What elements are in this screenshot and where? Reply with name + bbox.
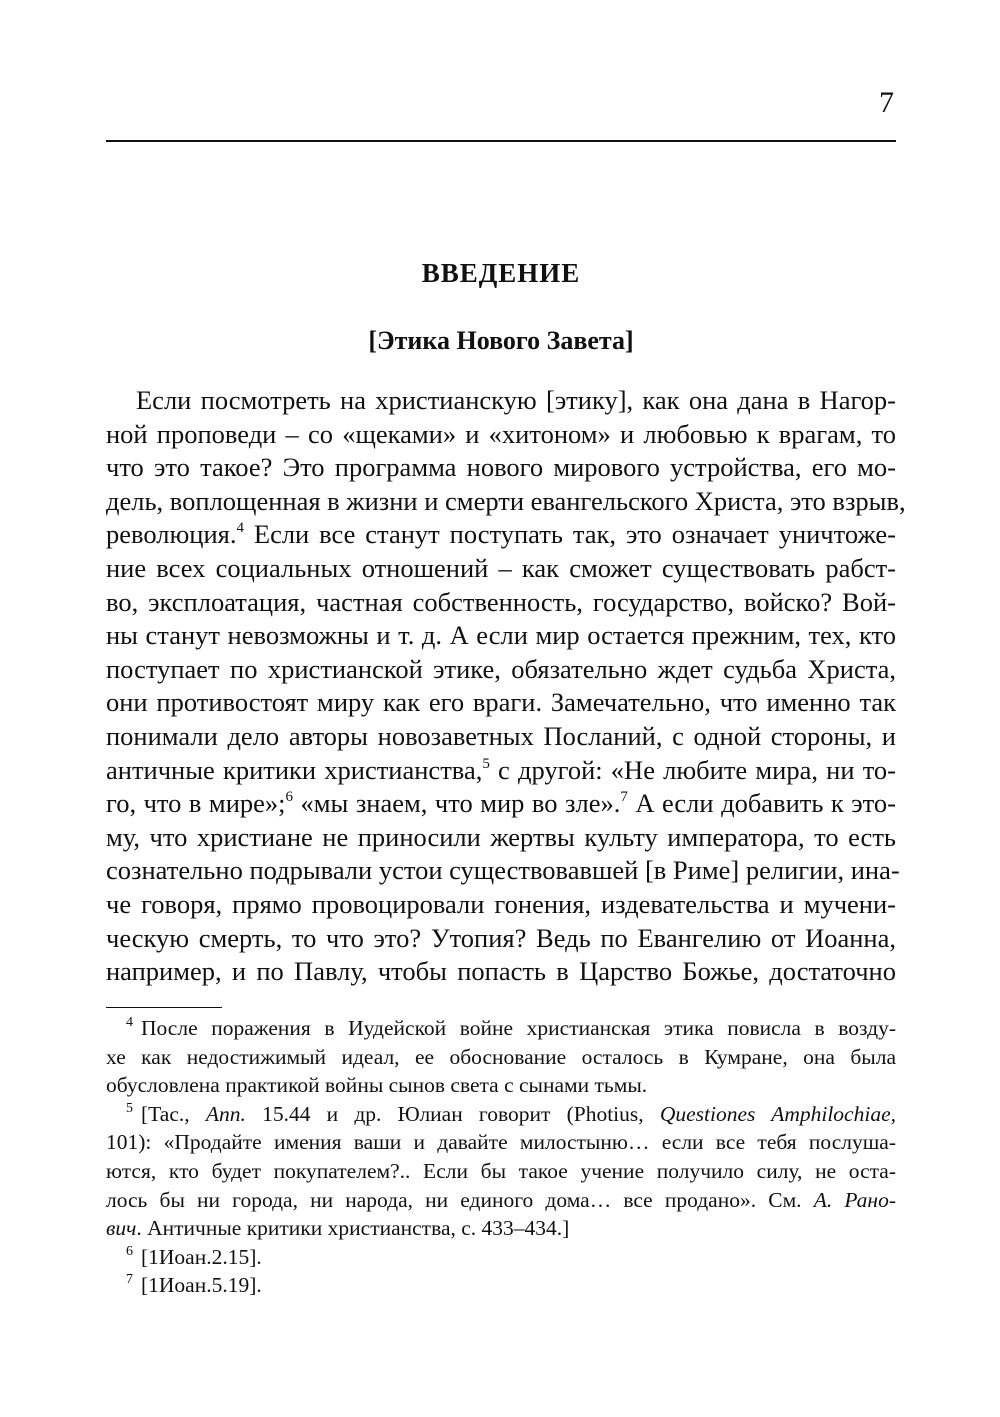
- header-rule: [106, 140, 896, 142]
- text-fragment: го, что в мире»;: [106, 788, 286, 819]
- footnote-4-line: обусловлена практикой войны сынов света с сынами тьмы.: [106, 1073, 648, 1098]
- italic-fragment: Ann.: [205, 1101, 246, 1126]
- footnote-ref-7[interactable]: 7: [620, 789, 628, 806]
- footnote-6-line: [106, 1243, 896, 1272]
- text-line: [106, 787, 896, 821]
- footnote-number: 6: [126, 1243, 133, 1259]
- italic-fragment: А. Рано-: [813, 1187, 896, 1212]
- text-line: во, эксплоатация, частная собственность, государство, войско? Вой-: [106, 586, 896, 617]
- footnote-number: 7: [126, 1272, 133, 1288]
- italic-fragment: вич: [106, 1216, 137, 1241]
- footnote-5-line: [106, 1214, 896, 1243]
- text-fragment: Если все станут поступать так, это означает уничтоже-: [243, 519, 896, 550]
- chapter-title: ВВЕДЕНИЕ: [421, 258, 581, 288]
- text-fragment: античные критики христианства,: [106, 754, 483, 785]
- italic-fragment: Questiones Amphilochiae,: [659, 1101, 896, 1126]
- text-fragment: . Античные критики христианства, с. 433–434.]: [136, 1216, 570, 1241]
- text-fragment: с другой: «Не любите мира, ни то-: [489, 754, 897, 785]
- text-line: поступает по христианской этике, обязательно ждет судьба Христа,: [106, 653, 896, 684]
- body-paragraph: [106, 384, 906, 989]
- text-line: например, и по Павлу, чтобы попасть в Царство Божье, достаточно: [106, 956, 896, 987]
- text-fragment: «мы знаем, что мир во зле».: [293, 788, 621, 819]
- text-line: ны станут невозможны и т. д. А если мир остается прежним, тех, кто: [106, 620, 896, 651]
- footnote-5-line: [106, 1186, 896, 1215]
- footnote-separator: [106, 1007, 222, 1008]
- text-fragment: [1Иоан.5.19].: [141, 1273, 262, 1298]
- text-fragment: 15.44 и др. Юлиан говорит (Photius,: [245, 1101, 660, 1126]
- footnotes: [106, 1014, 896, 1300]
- text-fragment: После поражения в Иудейской войне христианская этика повисла в возду-: [141, 1016, 896, 1040]
- footnote-number: 5: [126, 1100, 133, 1116]
- text-line: ной проповеди – со «щеками» и «хитоном» и любовью к врагам, то: [106, 418, 896, 449]
- footnote-ref-5[interactable]: 5: [482, 755, 490, 772]
- text-line: сознательно подрывали устои существовавшей [в Риме] религии, ина-: [106, 855, 900, 886]
- text-line: что это такое? Это программа нового мирового устройства, его мо-: [106, 452, 896, 483]
- text-line: [106, 518, 896, 552]
- text-line: ческую смерть, то что это? Утопия? Ведь по Евангелию от Иоанна,: [106, 922, 896, 953]
- text-line: Если посмотреть на христианскую [этику], как она дана в Нагор-: [136, 385, 896, 415]
- footnote-4-line: хе как недостижимый идеал, ее обоснование осталось в Кумране, она была: [106, 1044, 896, 1069]
- text-fragment: революция.: [106, 519, 237, 550]
- chapter-subtitle: [Этика Нового Завета]: [368, 326, 634, 355]
- text-fragment: лось бы ни города, ни народа, ни единого дома… все продано». См.: [106, 1187, 814, 1212]
- text-line: они противостоят миру как его враги. Замечательно, что именно так: [106, 687, 896, 718]
- text-line: понимали дело авторы новозаветных Посланий, с одной стороны, и: [106, 720, 896, 751]
- footnote-5-line: [106, 1100, 896, 1129]
- text-fragment: А если добавить к это-: [627, 788, 896, 819]
- text-line: че говоря, прямо провоцировали гонения, издевательства и мучени-: [106, 888, 896, 919]
- text-line: [106, 754, 896, 788]
- footnote-5-line: 101): «Продайте имения ваши и давайте милостыню… если все тебя послуша-: [106, 1130, 896, 1155]
- text-fragment: [1Иоан.2.15].: [141, 1244, 262, 1269]
- footnote-ref-6[interactable]: 6: [285, 789, 293, 806]
- footnote-5-line: ются, кто будет покупателем?.. Если бы такое учение получило силу, не оста-: [106, 1158, 896, 1183]
- footnote-ref-4[interactable]: 4: [236, 520, 244, 537]
- page-number: 7: [879, 86, 894, 119]
- text-line: дель, воплощенная в жизни и смерти евангельского Христа, это взрыв,: [106, 485, 906, 516]
- text-fragment: [Tac.,: [141, 1101, 206, 1126]
- footnote-number: 4: [126, 1015, 133, 1030]
- footnote-7-line: [106, 1271, 896, 1300]
- text-line: му, что христиане не приносили жертвы культу императора, то есть: [106, 821, 896, 852]
- text-line: ние всех социальных отношений – как сможет существовать рабст-: [106, 552, 896, 583]
- footnote-4-line: [106, 1014, 896, 1043]
